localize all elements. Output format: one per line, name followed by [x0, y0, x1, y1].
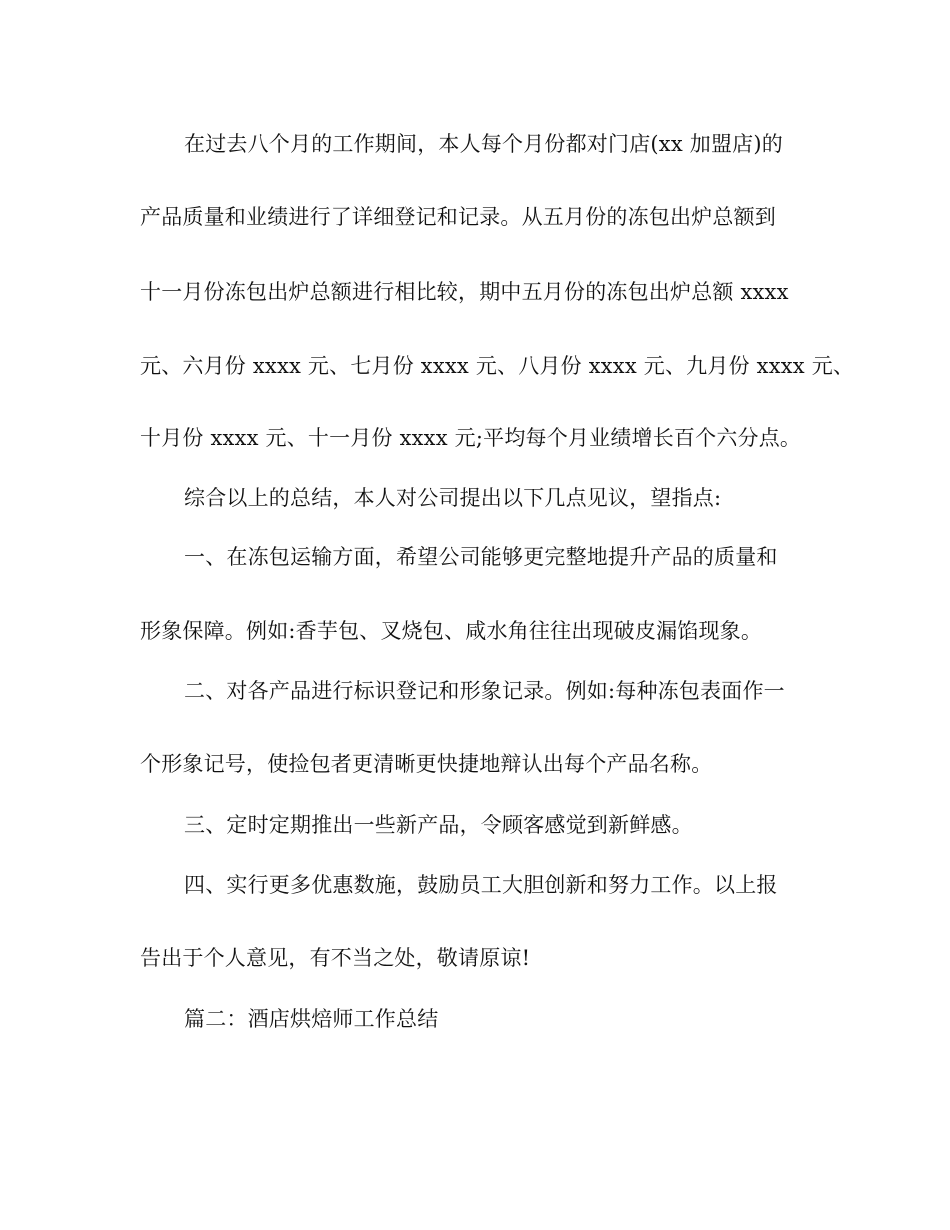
paragraph-line: 十一月份冻包出炉总额进行相比较，期中五月份的冻包出炉总额 xxxx: [140, 280, 789, 304]
paragraph-line: 二、对各产品进行标识登记和形象记录。例如:每种冻包表面作一: [184, 679, 785, 703]
paragraph-line: 十月份 xxxx 元、十一月份 xxxx 元;平均每个月业绩增长百个六分点。: [140, 426, 802, 450]
paragraph-line: 四、实行更多优惠数施，鼓励员工大胆创新和努力工作。以上报: [184, 873, 778, 897]
paragraph-line: 三、定时定期推出一些新产品，令顾客感觉到新鲜感。: [184, 813, 693, 837]
paragraph-line: 形象保障。例如:香芋包、叉烧包、咸水角往往出现破皮漏馅现象。: [140, 619, 763, 643]
paragraph-line: 个形象记号，使捡包者更清晰更快捷地辩认出每个产品名称。: [140, 752, 713, 776]
paragraph-line: 在过去八个月的工作期间，本人每个月份都对门店(xx 加盟店)的: [184, 132, 783, 156]
paragraph-line: 综合以上的总结，本人对公司提出以下几点见议，望指点:: [184, 486, 722, 510]
paragraph-line: 告出于个人意见，有不当之处，敬请原谅!: [140, 946, 531, 970]
section-heading: 篇二：酒店烘焙师工作总结: [184, 1007, 439, 1031]
paragraph-line: 元、六月份 xxxx 元、七月份 xxxx 元、八月份 xxxx 元、九月份 xxxx 元、: [140, 354, 855, 378]
paragraph-line: 一、在冻包运输方面，希望公司能够更完整地提升产品的质量和: [184, 545, 778, 569]
paragraph-line: 产品质量和业绩进行了详细登记和记录。从五月份的冻包出炉总额到: [140, 205, 776, 229]
